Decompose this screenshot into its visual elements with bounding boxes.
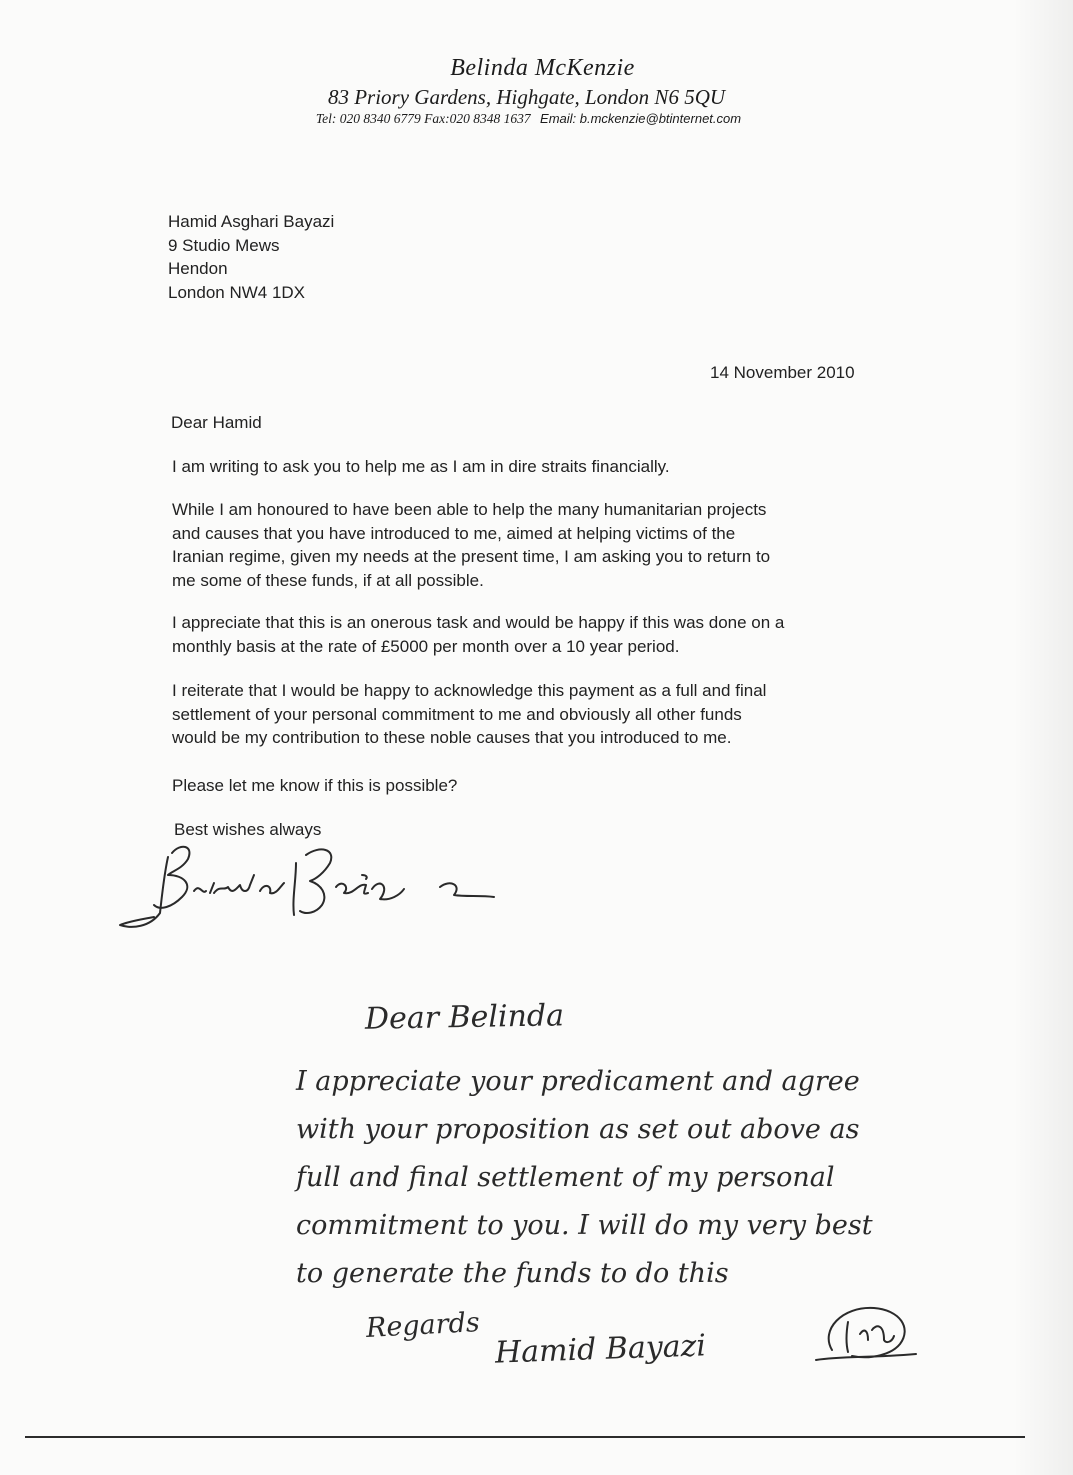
closing: Best wishes always (174, 820, 322, 839)
letterhead-email: Email: b.mckenzie@btinternet.com (540, 111, 742, 126)
letterhead-name: Belinda McKenzie (450, 55, 635, 81)
handwritten-name: Hamid Bayazi (494, 1328, 707, 1371)
paragraph-2 (172, 498, 770, 592)
paragraph-line: me some of these funds, if at all possible. (172, 570, 484, 590)
handwritten-line: I appreciate your predicament and agree (296, 1066, 860, 1097)
letter-date: 14 November 2010 (710, 363, 855, 382)
paragraph-line: and causes that you have introduced to me, aimed at helping victims of the (172, 523, 736, 543)
paragraph-line: While I am honoured to have been able to help the many humanitarian projects (172, 500, 767, 519)
paragraph-line: would be my contribution to these noble causes that you introduced to me. (172, 728, 732, 747)
paragraph-line: I am writing to ask you to help me as I am in dire straits financially. (172, 457, 670, 476)
paragraph-line: I reiterate that I would be happy to acknowledge this payment as a full and final (172, 681, 767, 700)
initials-scribble (812, 1300, 922, 1370)
paragraph-1 (172, 455, 670, 479)
paragraph-line: Iranian regime, given my needs at the present time, I am asking you to return to (172, 547, 771, 566)
salutation: Dear Hamid (171, 413, 262, 432)
handwritten-line: commitment to you. I will do my very best (296, 1210, 873, 1241)
handwritten-regards: Regards (365, 1307, 481, 1344)
bottom-rule (25, 1436, 1025, 1438)
letterhead-phone-fax: Tel: 020 8340 6779 Fax:020 8348 1637 (315, 111, 531, 126)
letterhead-address: 83 Priory Gardens, Highgate, London N6 5QU (327, 85, 726, 109)
paragraph-line: I appreciate that this is an onerous task and would be happy if this was done on a (172, 613, 785, 632)
paragraph-5 (172, 774, 457, 798)
recipient-area: Hendon (168, 259, 228, 278)
handwritten-line: full and final settlement of my personal (296, 1162, 835, 1193)
handwritten-reply-body (296, 1058, 873, 1298)
signature-belinda (110, 835, 510, 945)
handwritten-line: to generate the funds to do this (296, 1258, 729, 1289)
recipient-city: London NW4 1DX (168, 282, 306, 302)
paragraph-4 (172, 679, 766, 750)
paragraph-line: settlement of your personal commitment to me and obviously all other funds (172, 704, 742, 724)
paragraph-line: monthly basis at the rate of £5000 per month over a 10 year period. (172, 636, 680, 656)
paragraph-3 (172, 611, 784, 658)
handwritten-greeting: Dear Belinda (364, 998, 565, 1037)
letterhead-contact (0, 111, 1065, 127)
recipient-street: 9 Studio Mews (168, 235, 280, 255)
handwritten-line: with your proposition as set out above as (296, 1114, 860, 1145)
paragraph-line: Please let me know if this is possible? (172, 776, 458, 795)
recipient-name: Hamid Asghari Bayazi (168, 212, 335, 231)
recipient-address (168, 210, 334, 304)
